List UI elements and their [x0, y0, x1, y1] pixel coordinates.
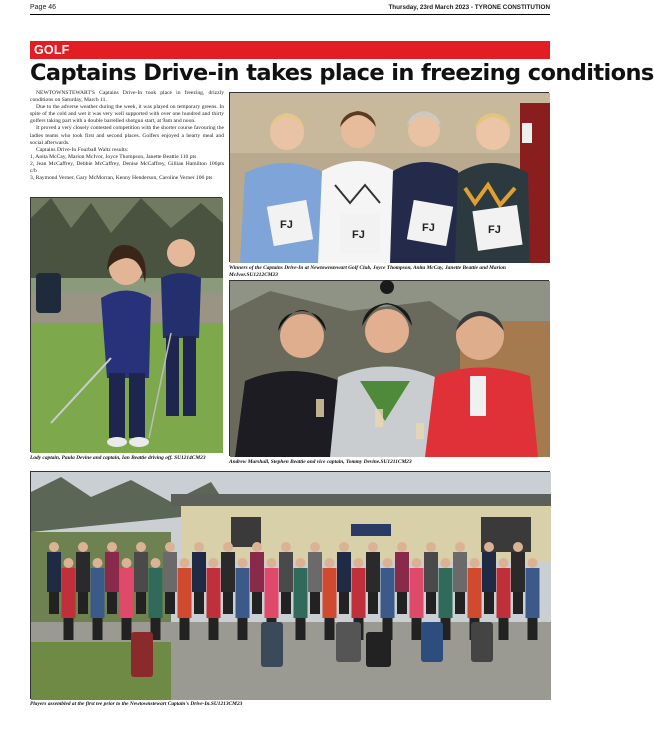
- photo-driving-off: [30, 197, 222, 452]
- crowd-legs: [165, 592, 175, 614]
- crowd-head: [93, 558, 103, 568]
- crowd-head: [238, 558, 248, 568]
- crowd-legs: [252, 592, 262, 614]
- crowd-figure: [511, 552, 525, 592]
- crowd-figure: [468, 568, 482, 618]
- crowd-figure: [250, 552, 264, 592]
- crowd-figure: [207, 568, 221, 618]
- crowd-figure: [497, 568, 511, 618]
- article-paragraph: It proved a very closely contested competition with the shorter course favouring the ladies teams who took first and second places. Golfers enjoyed a hearty meal and social afterwards.: [30, 125, 224, 146]
- page-folio: Thursday, 23rd March 2023 - TYRONE CONSTITUTION: [388, 4, 550, 11]
- crowd-legs: [513, 592, 523, 614]
- photo-winners: [229, 92, 549, 262]
- crowd-figure: [439, 568, 453, 618]
- section-tag-bar: [30, 41, 550, 59]
- crowd-figure: [308, 552, 322, 592]
- crowd-figure: [482, 552, 496, 592]
- crowd-legs: [223, 592, 233, 614]
- headline: Captains Drive-in takes place in freezing conditions: [30, 60, 654, 86]
- crowd-figure: [410, 568, 424, 618]
- crowd-legs: [122, 618, 132, 640]
- crowd-legs: [499, 618, 509, 640]
- crowd-head: [455, 542, 465, 552]
- photo-group: [30, 471, 550, 699]
- crowd-legs: [194, 592, 204, 614]
- crowd-head: [165, 542, 175, 552]
- crowd-figure: [76, 552, 90, 592]
- crowd-head: [107, 542, 117, 552]
- crowd-legs: [209, 618, 219, 640]
- bag-label: FJ: [488, 224, 501, 236]
- crowd-legs: [339, 592, 349, 614]
- crowd-head: [528, 558, 538, 568]
- crowd-head: [499, 558, 509, 568]
- crowd-legs: [455, 592, 465, 614]
- crowd-legs: [136, 592, 146, 614]
- crowd-head: [252, 542, 262, 552]
- crowd-legs: [238, 618, 248, 640]
- bag-label: FJ: [422, 222, 435, 234]
- crowd-figure: [279, 552, 293, 592]
- crowd-head: [223, 542, 233, 552]
- crowd-legs: [310, 592, 320, 614]
- crowd-head: [310, 542, 320, 552]
- crowd-head: [267, 558, 277, 568]
- crowd-head: [136, 542, 146, 552]
- crowd-head: [194, 542, 204, 552]
- crowd-figure: [178, 568, 192, 618]
- crowd-legs: [484, 592, 494, 614]
- bag-label: FJ: [280, 219, 293, 231]
- crowd-figure: [453, 552, 467, 592]
- crowd-head: [296, 558, 306, 568]
- crowd-head: [325, 558, 335, 568]
- crowd-head: [470, 558, 480, 568]
- crowd-head: [339, 542, 349, 552]
- crowd-legs: [64, 618, 74, 640]
- article-paragraph: Captains Drive-In Fourball Waltz results:: [36, 146, 129, 153]
- result-line: 1, Anita McCay, Marion McIvor, Joyce Thompson, Janette Beattie 110 pts: [30, 153, 197, 160]
- crowd-head: [151, 558, 161, 568]
- crowd-figure: [236, 568, 250, 618]
- crowd-figure: [526, 568, 540, 618]
- crowd-legs: [368, 592, 378, 614]
- crowd-figure: [91, 568, 105, 618]
- crowd-head: [368, 542, 378, 552]
- crowd-head: [383, 558, 393, 568]
- crowd-legs: [93, 618, 103, 640]
- result-line: 2, Jean McCaffrey, Debbie McCaffrey, Denise McCaffrey, Gillian Hamilton 106pts c/b: [30, 160, 224, 175]
- crowd-figure: [395, 552, 409, 592]
- header-rule: [30, 14, 550, 15]
- caption-vice-captain: Andrew Marshall, Stephen Beattie and vice captain, Tommy Devine.SU1211CM23: [229, 459, 412, 465]
- crowd-figure: [134, 552, 148, 592]
- crowd-figure: [47, 552, 61, 592]
- crowd-legs: [296, 618, 306, 640]
- crowd-head: [281, 542, 291, 552]
- crowd-figure: [366, 552, 380, 592]
- crowd-legs: [426, 592, 436, 614]
- caption-driving-off: Lady captain, Paula Devine and captain, Ian Beattie driving off. SU1214CM23: [30, 455, 206, 461]
- caption-group: Players assembled at the first tee prior to the Newtownstewart Captain's Drive-In.SU1213CM23: [30, 701, 243, 707]
- crowd-head: [441, 558, 451, 568]
- crowd-legs: [78, 592, 88, 614]
- crowd-legs: [325, 618, 335, 640]
- crowd-head: [354, 558, 364, 568]
- crowd-legs: [180, 618, 190, 640]
- crowd-figure: [381, 568, 395, 618]
- crowd-figure: [149, 568, 163, 618]
- article-paragraph: NEWTOWNSTEWART'S Captains Drive-In took place in freezing, drizzly conditions on Saturday, March 11.: [30, 90, 224, 104]
- crowd-figure: [294, 568, 308, 618]
- crowd-legs: [528, 618, 538, 640]
- crowd-legs: [107, 592, 117, 614]
- crowd-head: [484, 542, 494, 552]
- crowd-figure: [105, 552, 119, 592]
- crowd-head: [397, 542, 407, 552]
- crowd-figure: [323, 568, 337, 618]
- crowd-head: [426, 542, 436, 552]
- crowd-figure: [424, 552, 438, 592]
- crowd-legs: [49, 592, 59, 614]
- section-tag-label: GOLF: [34, 43, 70, 57]
- result-line: 3, Raymond Verner, Gary McMorran, Kenny Henderson, Caroline Verner 106 pts: [30, 175, 213, 182]
- page-number: Page 46: [30, 4, 57, 11]
- bag-label: FJ: [352, 229, 365, 241]
- crowd-legs: [397, 592, 407, 614]
- crowd-head: [78, 542, 88, 552]
- crowd-legs: [412, 618, 422, 640]
- crowd-legs: [281, 592, 291, 614]
- photo-vice-captain: [229, 280, 549, 456]
- crowd-figure: [352, 568, 366, 618]
- crowd-head: [180, 558, 190, 568]
- crowd-figure: [221, 552, 235, 592]
- crowd-figure: [192, 552, 206, 592]
- crowd-figure: [265, 568, 279, 618]
- article-paragraph: Due to the adverse weather during the week, it was played on temporary greens. In spite of the cold and wet it was very well supported with over one hundred and thirty golfers taking part with a double barrelled shotgun start, at 9am and noon.: [30, 104, 224, 125]
- crowd-head: [122, 558, 132, 568]
- article-body: [30, 90, 224, 182]
- crowd-head: [64, 558, 74, 568]
- crowd-figure: [337, 552, 351, 592]
- crowd-figure: [163, 552, 177, 592]
- crowd-head: [513, 542, 523, 552]
- crowd-head: [49, 542, 59, 552]
- crowd-figure: [120, 568, 134, 618]
- crowd-head: [209, 558, 219, 568]
- caption-winners: Winners of the Captains Drive-In at Newtownstewart Golf Club, Joyce Thompson, Anita McCay, Janette Beattie and Marion McIvor.SU1212CM23: [229, 265, 506, 278]
- crowd-head: [412, 558, 422, 568]
- crowd-figure: [62, 568, 76, 618]
